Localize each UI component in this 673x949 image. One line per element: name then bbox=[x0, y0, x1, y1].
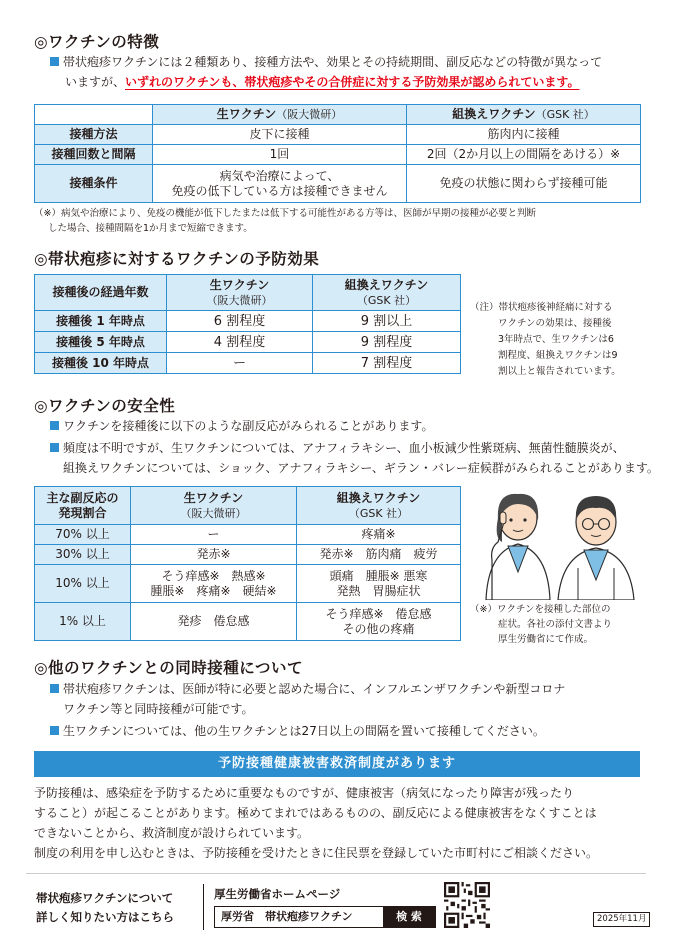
side-effects-cell: 頭痛 腫脹※ 悪寒 発熱 胃腸症状 bbox=[297, 565, 461, 603]
efficacy-row-label: 接種後 5 年時点 bbox=[35, 332, 167, 353]
efficacy-cell: 4 割程度 bbox=[167, 332, 313, 353]
features-col-live: 生ワクチン（阪大微研） bbox=[153, 105, 407, 125]
cell-method-live: 皮下に接種 bbox=[153, 125, 407, 145]
side-effects-cell: ー bbox=[131, 525, 297, 545]
features-col-recombinant: 組換えワクチン（GSK 社） bbox=[407, 105, 641, 125]
side-effects-col-rate: 主な副反応の 発現割合 bbox=[35, 487, 131, 525]
side-effects-table bbox=[34, 486, 461, 641]
safety-text: ワクチンを接種後に以下のような副反応がみられることがあります。 頻度は不明ですが、生ワクチンについては、アナフィラキシー、血小板減少性紫斑病、無菌性髄膜炎が、 組換えワクチンについては、ショック、アナフィラキシー、ギラン・バレー症候群がみられることがあります。 bbox=[50, 416, 660, 478]
side-effects-row-label: 1% 以上 bbox=[35, 603, 131, 641]
side-effects-row-label: 70% 以上 bbox=[35, 525, 131, 545]
cell-method-recombinant: 筋肉内に接種 bbox=[407, 125, 641, 145]
side-effects-cell: 発赤※ bbox=[131, 545, 297, 565]
section-title-safety: ◎ワクチンの安全性 bbox=[34, 397, 176, 415]
row-label-doses: 接種回数と間隔 bbox=[35, 145, 153, 165]
efficacy-row-label: 接種後 1 年時点 bbox=[35, 311, 167, 332]
relief-banner: 予防接種健康被害救済制度があります bbox=[34, 751, 640, 777]
row-label-method: 接種方法 bbox=[35, 125, 153, 145]
efficacy-cell: ー bbox=[167, 353, 313, 374]
coadmin-text: 帯状疱疹ワクチンは、医師が特に必要と認めた場合に、インフルエンザワクチンや新型コロナ ワクチン等と同時接種が可能です。 生ワクチンについては、他の生ワクチンとは27日以上の間隔を置いて接種してください。 bbox=[50, 679, 660, 741]
relief-text: 予防接種は、感染症を予防するために重要なものですが、健康被害（病気になったり障害が残ったり すること）が起こることがあります。極めてまれではあるものの、副反応による健康被害をなくすことは できないことから、救済制度が設けられています。 制度の利用を申し込むときは、予防接種を受けたときに住民票を登録していた市町村にご相談ください。 bbox=[34, 786, 599, 860]
doctors-illustration bbox=[478, 482, 648, 600]
efficacy-col-live: 生ワクチン （阪大微研） bbox=[167, 275, 313, 311]
side-effects-col-live: 生ワクチン （阪大微研） bbox=[131, 487, 297, 525]
cell-conditions-live: 病気や治療によって、 免疫の低下している方は接種できません bbox=[153, 165, 407, 203]
side-effects-row-label: 30% 以上 bbox=[35, 545, 131, 565]
side-effects-row-label: 10% 以上 bbox=[35, 565, 131, 603]
efficacy-cell: 9 割程度 bbox=[313, 332, 461, 353]
footer-divider bbox=[26, 873, 646, 874]
side-effects-cell: そう痒感※ 熱感※ 腫脹※ 疼痛※ 硬結※ bbox=[131, 565, 297, 603]
footer-search-button[interactable]: 検 索 bbox=[383, 907, 435, 927]
efficacy-col-years: 接種後の経過年数 bbox=[35, 275, 167, 311]
footer-left-text: 帯状疱疹ワクチンについて 詳しく知りたい方はこちら bbox=[36, 891, 174, 924]
bullet-icon bbox=[50, 421, 59, 430]
efficacy-cell: 9 割以上 bbox=[313, 311, 461, 332]
publication-date: 2025年11月 bbox=[593, 912, 650, 927]
efficacy-cell: 6 割程度 bbox=[167, 311, 313, 332]
section-title-efficacy: ◎帯状疱疹に対するワクチンの予防効果 bbox=[34, 250, 320, 268]
efficacy-col-recombinant: 組換えワクチン （GSK 社） bbox=[313, 275, 461, 311]
features-text-a: 帯状疱疹ワクチンには２種類あり、接種方法や、効果とその持続期間、副反応などの特徴が異なって bbox=[63, 55, 603, 69]
qr-code-icon[interactable] bbox=[444, 882, 490, 928]
efficacy-cell: 7 割程度 bbox=[313, 353, 461, 374]
side-effects-cell: 疼痛※ bbox=[297, 525, 461, 545]
side-effects-col-recombinant: 組換えワクチン （GSK 社） bbox=[297, 487, 461, 525]
cell-doses-recombinant: 2回（2か月以上の間隔をあける）※ bbox=[407, 145, 641, 165]
efficacy-table bbox=[34, 274, 461, 374]
features-text-b: いますが、 bbox=[65, 75, 126, 89]
features-highlight: いずれのワクチンも、帯状疱疹やその合併症に対する予防効果が認められています。 bbox=[125, 75, 580, 89]
cell-conditions-recombinant: 免疫の状態に関わらず接種可能 bbox=[407, 165, 641, 203]
row-label-conditions: 接種条件 bbox=[35, 165, 153, 203]
footer-site-label: 厚生労働省ホームページ bbox=[214, 887, 341, 901]
bullet-icon bbox=[50, 443, 59, 452]
efficacy-note: （注）帯状疱疹後神経痛に対する ワクチンの効果は、接種後 3年時点で、生ワクチンは6 割程度、組換えワクチンは9 割以上と報告されています。 bbox=[470, 302, 621, 377]
footer-vertical-divider bbox=[203, 884, 204, 930]
features-text bbox=[50, 52, 650, 92]
side-effects-cell: そう痒感※ 倦怠感 その他の疼痛 bbox=[297, 603, 461, 641]
bullet-icon bbox=[50, 684, 59, 693]
side-effects-cell: 発赤※ 筋肉痛 疲労 bbox=[297, 545, 461, 565]
side-effects-cell: 発疹 倦怠感 bbox=[131, 603, 297, 641]
bullet-icon bbox=[50, 726, 59, 735]
bullet-icon bbox=[50, 57, 59, 66]
side-effects-note: （※）ワクチンを接種した部位の 症状。各社の添付文書より 厚生労働省にて作成。 bbox=[470, 604, 613, 645]
efficacy-row-label: 接種後 10 年時点 bbox=[35, 353, 167, 374]
footer-search-text: 厚労省 帯状疱疹ワクチン bbox=[221, 910, 353, 923]
section-title-features: ◎ワクチンの特徴 bbox=[34, 33, 160, 51]
features-table-corner bbox=[35, 105, 153, 125]
section-title-coadmin: ◎他のワクチンとの同時接種について bbox=[34, 659, 303, 677]
cell-doses-live: 1回 bbox=[153, 145, 407, 165]
features-note: （※）病気や治療により、免疫の機能が低下したまたは低下する可能性がある方等は、医師が早期の接種が必要と判断 した場合、接種間隔を1か月まで短縮できます。 bbox=[34, 208, 536, 234]
footer-search-box[interactable] bbox=[214, 906, 436, 928]
features-table bbox=[34, 104, 641, 203]
